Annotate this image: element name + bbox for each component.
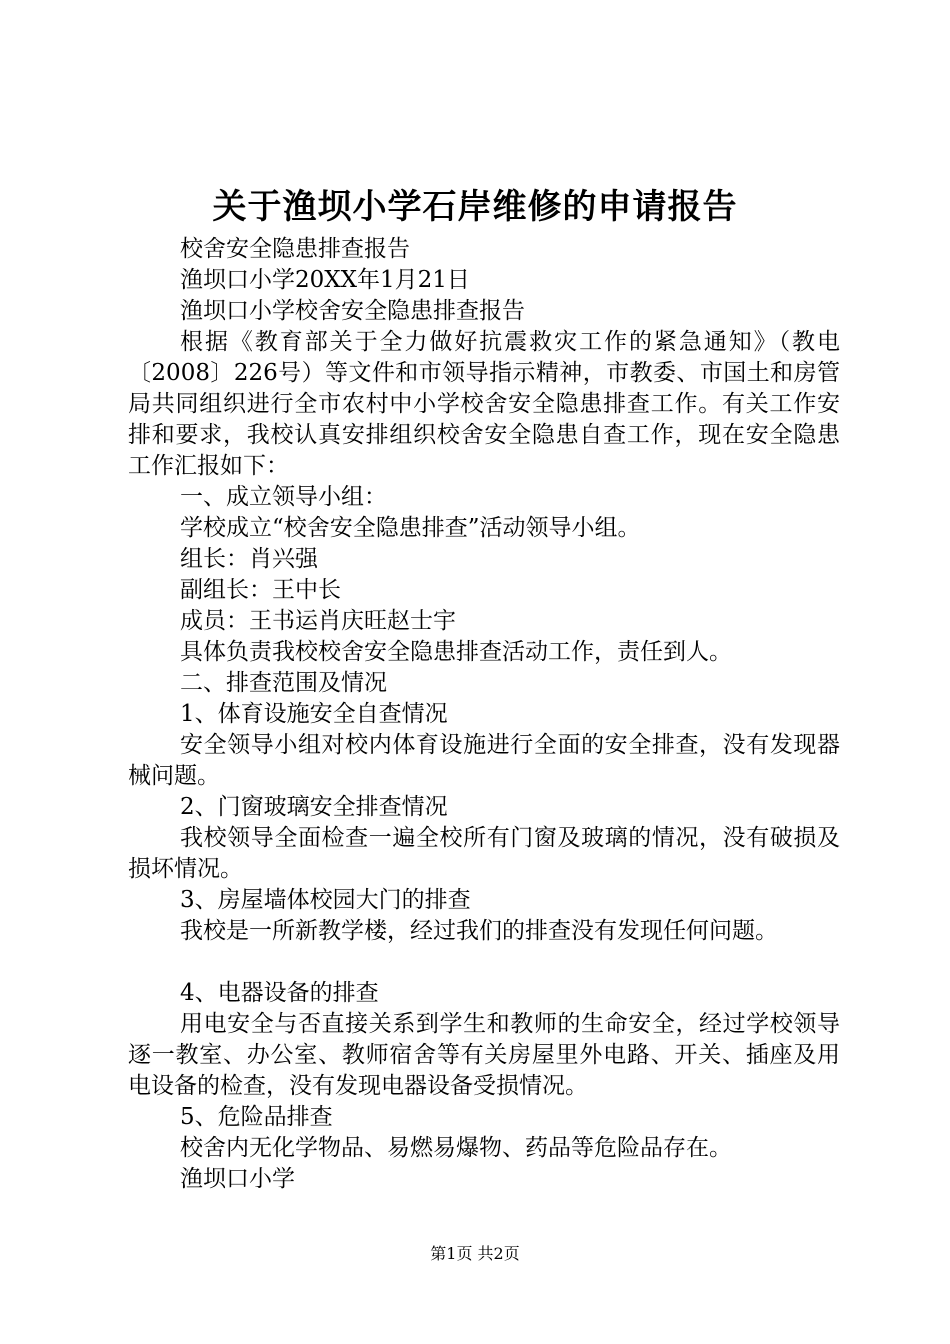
paragraph: 组长：肖兴强	[180, 546, 318, 572]
paragraph: 校舍内无化学物品、易燃易爆物、药品等危险品存在。	[180, 1135, 732, 1161]
paragraph: 我校领导全面检查一遍全校所有门窗及玻璃的情况，没有破损及损坏情况。	[128, 825, 840, 882]
paragraph: 校舍安全隐患排查报告	[180, 236, 410, 262]
page-footer: 第1页 共2页	[430, 1244, 520, 1263]
section-heading: 一、成立领导小组：	[180, 484, 387, 510]
paragraph: 安全领导小组对校内体育设施进行全面的安全排查，没有发现器械问题。	[128, 732, 840, 789]
paragraph: 根据《教育部关于全力做好抗震救灾工作的紧急通知》（教电〔2008〕226号）等文件和市领导指示精神，市教委、市国土和房管局共同组织进行全市农村中小学校舍安全隐患排查工作。有关工作安排和要求，我校认真安排组织校舍安全隐患自查工作，现在安全隐患工作汇报如下：	[128, 329, 840, 479]
subsection-heading: 4、电器设备的排查	[180, 980, 379, 1006]
document-title: 关于渔坝小学石岸维修的申请报告	[212, 187, 738, 227]
paragraph: 用电安全与否直接关系到学生和教师的生命安全，经过学校领导逐一教室、办公室、教师宿舍等有关房屋里外电路、开关、插座及用电设备的检查，没有发现电器设备受损情况。	[128, 1011, 840, 1099]
subsection-heading: 1、体育设施安全自查情况	[180, 701, 448, 727]
paragraph: 副组长：王中长	[180, 577, 341, 603]
paragraph: 成员：王书运肖庆旺赵士宇	[180, 608, 456, 634]
subsection-heading: 3、房屋墙体校园大门的排查	[180, 887, 471, 913]
paragraph: 渔坝口小学校舍安全隐患排查报告	[180, 298, 525, 324]
blank-line	[128, 947, 840, 978]
paragraph: 我校是一所新教学楼，经过我们的排查没有发现任何问题。	[180, 918, 778, 944]
subsection-heading: 5、危险品排查	[180, 1104, 333, 1130]
paragraph: 学校成立“校舍安全隐患排查”活动领导小组。	[180, 515, 641, 541]
subsection-heading: 2、门窗玻璃安全排查情况	[180, 794, 448, 820]
document-body	[128, 234, 840, 1195]
signature-school: 渔坝口小学	[180, 1166, 295, 1192]
paragraph: 渔坝口小学20XX年1月21日	[180, 267, 470, 293]
paragraph: 具体负责我校校舍安全隐患排查活动工作，责任到人。	[180, 639, 732, 665]
section-heading: 二、排查范围及情况	[180, 670, 387, 696]
